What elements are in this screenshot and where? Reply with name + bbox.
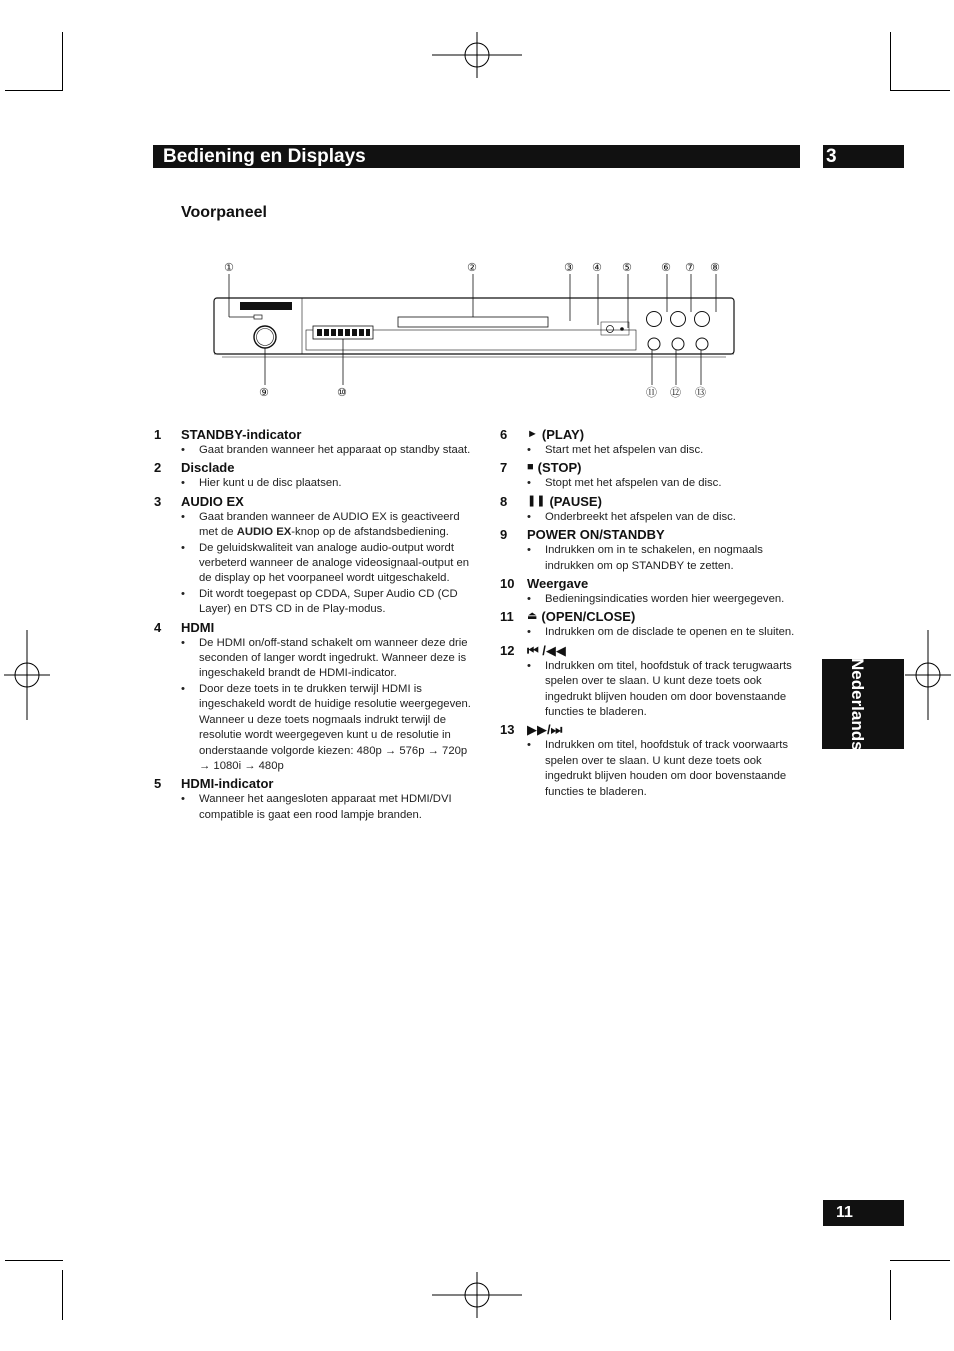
section-title: Voorpaneel: [181, 204, 267, 221]
item-bullet: • Indrukken om de disclade te openen en te sluiten.: [500, 625, 805, 640]
crop-mark: [890, 1270, 891, 1320]
callout-8: ⑧: [710, 261, 720, 274]
list-item: [500, 721, 805, 800]
callout-13: ⑬: [695, 386, 706, 399]
list-item: [154, 459, 474, 491]
item-number: 12: [500, 642, 515, 658]
item-bullet: • De geluidskwaliteit van analoge audio-output wordt verbeterd wanneer de analoge videosignaal-output en de display op het voorpaneel wordt uitgeschakeld.: [154, 541, 474, 587]
list-item: [154, 619, 474, 775]
item-number: 11: [500, 609, 514, 625]
item-bullet: • Onderbreekt het afspelen van de disc.: [500, 510, 805, 525]
list-item: [500, 526, 805, 574]
list-item: [500, 642, 805, 721]
page-title: Bediening en Displays: [163, 146, 366, 167]
item-number: 6: [500, 427, 508, 442]
item-title: Disclade: [181, 460, 235, 476]
list-item: [500, 608, 805, 640]
skip-forward-icon: ▶▶/⏭: [527, 722, 563, 738]
play-icon: ►: [527, 428, 538, 440]
registration-mark: [905, 630, 951, 720]
item-number: 5: [154, 776, 162, 792]
list-item: [154, 493, 474, 618]
crop-mark: [890, 90, 950, 91]
item-bullet: • Bedieningsindicaties worden hier weergegeven.: [500, 592, 805, 607]
list-item: [500, 459, 805, 491]
chapter-number: 3: [826, 146, 837, 167]
registration-mark: [432, 32, 522, 78]
item-bullet: • Dit wordt toegepast op CDDA, Super Audio CD (CD Layer) en DTS CD in de Play-modus.: [154, 587, 474, 618]
callout-11: ⑪: [646, 386, 657, 399]
item-title: POWER ON/STANDBY: [527, 527, 665, 543]
item-number: 1: [154, 427, 162, 442]
item-bullet: • Indrukken om titel, hoofdstuk of track voorwaarts spelen over te slaan. U kunt deze toets ook ingedrukt blijven houden om door bovenstaande functies te bladeren.: [500, 738, 805, 800]
callout-3: ③: [564, 261, 574, 274]
list-item: [500, 426, 805, 458]
item-title: Weergave: [527, 576, 589, 592]
stop-icon: ■: [527, 461, 534, 474]
item-title: (STOP): [537, 460, 582, 476]
item-title: STANDBY-indicator: [181, 427, 302, 442]
item-bullet: • Indrukken om titel, hoofdstuk of track terugwaarts spelen over te slaan. U kunt deze toets ook ingedrukt blijven houden om door bovenstaande functies te bladeren.: [500, 659, 805, 721]
item-number: 8: [500, 493, 508, 509]
registration-mark: [432, 1272, 522, 1318]
list-item: [154, 775, 474, 823]
callout-7: ⑦: [685, 261, 695, 274]
registration-mark: [4, 630, 50, 720]
right-feature-list: [500, 426, 805, 801]
item-title: (OPEN/CLOSE): [541, 609, 636, 625]
callout-4: ④: [592, 261, 602, 274]
crop-mark: [890, 32, 891, 90]
item-bullet: • Gaat branden wanneer de AUDIO EX is geactiveerd met de AUDIO EX-knop op de afstandsbediening.: [154, 510, 474, 541]
item-number: 4: [154, 619, 162, 635]
item-bullet: • Door deze toets in te drukken terwijl HDMI is ingeschakeld wordt de huidige resolutie weergegeven. Wanneer u deze toets nogmaals indrukt terwijl de resolutie wordt weergegeven kunt u de resolutie in onderstaande volgorde kiezen: 480p → 576p → 720p → 1080i → 480p: [154, 682, 474, 774]
language-tab-label: Nederlands: [848, 657, 867, 751]
item-bullet: • Indrukken om in te schakelen, en nogmaals indrukken om op STANDBY te zetten.: [500, 543, 805, 574]
list-item: [154, 426, 474, 458]
callout-12: ⑫: [670, 386, 681, 399]
crop-mark: [5, 1260, 63, 1261]
list-item: [500, 493, 805, 525]
item-bullet: • Hier kunt u de disc plaatsen.: [154, 476, 474, 491]
crop-mark: [890, 1260, 950, 1261]
pause-icon: ❚❚: [527, 494, 546, 507]
item-number: 7: [500, 460, 508, 476]
item-title: AUDIO EX: [181, 493, 244, 509]
item-number: 3: [154, 493, 162, 509]
callout-9: ⑨: [259, 386, 269, 399]
item-bullet: • Wanneer het aangesloten apparaat met HDMI/DVI compatible is gaat een rood lampje branden.: [154, 792, 474, 823]
list-item: [500, 575, 805, 607]
item-bullet: • De HDMI on/off-stand schakelt om wanneer deze drie seconden of langer wordt ingedrukt. Wanneer deze is ingeschakeld brandt de HDMI-indicator.: [154, 636, 474, 682]
item-bullet: • Stopt met het afspelen van de disc.: [500, 476, 805, 491]
crop-mark: [5, 90, 63, 91]
skip-back-icon: ⏮ /◀◀: [527, 642, 566, 658]
item-bullet: • Gaat branden wanneer het apparaat op standby staat.: [154, 443, 474, 458]
callout-1: ①: [224, 261, 234, 274]
item-title: HDMI: [181, 619, 215, 635]
callout-6: ⑥: [661, 261, 671, 274]
eject-icon: ⏏: [527, 610, 538, 623]
callout-10: ⑩: [337, 386, 347, 399]
item-number: 13: [500, 722, 515, 738]
crop-mark: [62, 1270, 63, 1320]
callout-2: ②: [467, 261, 477, 274]
callout-5: ⑤: [622, 261, 632, 274]
item-title: HDMI-indicator: [181, 776, 274, 792]
page-number: 11: [836, 1204, 853, 1221]
item-bullet: • Start met het afspelen van disc.: [500, 443, 805, 458]
item-title: (PAUSE): [549, 493, 602, 509]
item-title: (PLAY): [541, 427, 585, 442]
crop-mark: [62, 32, 63, 90]
item-number: 10: [500, 576, 515, 592]
front-panel-illustration: [212, 258, 740, 400]
item-number: 9: [500, 527, 508, 543]
left-feature-list: [154, 426, 474, 824]
item-number: 2: [154, 460, 162, 476]
